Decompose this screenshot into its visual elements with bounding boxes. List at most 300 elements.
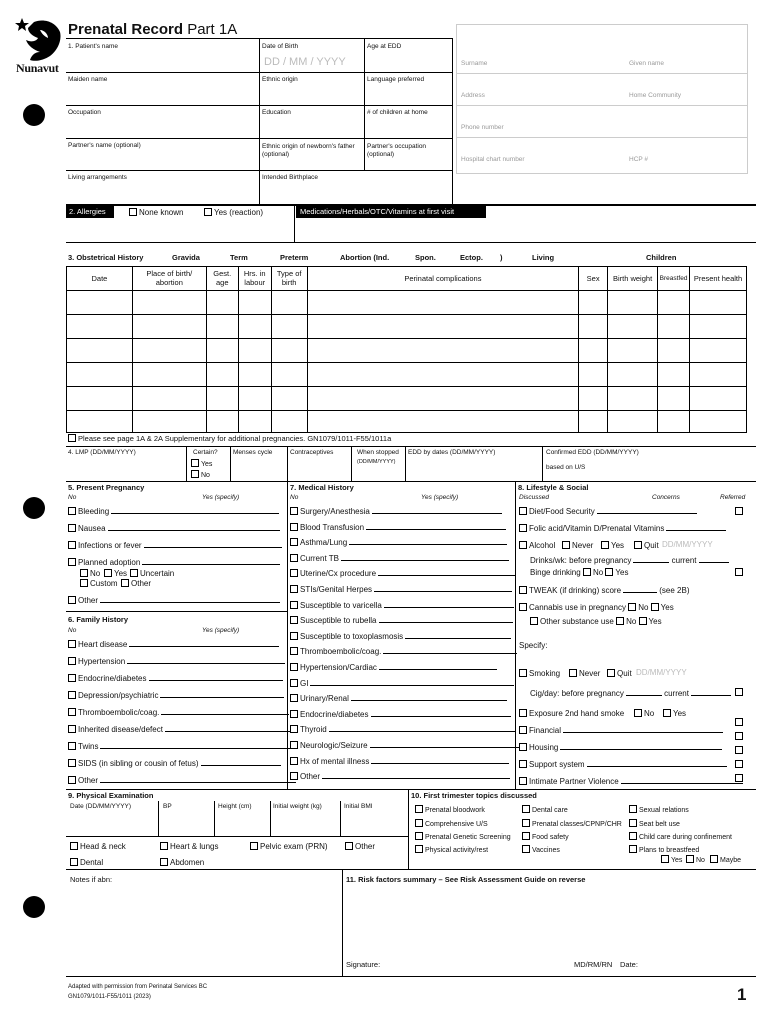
present-pregnancy-title: 5. Present Pregnancy	[68, 483, 145, 492]
mh-item[interactable]	[290, 507, 502, 516]
mh-item[interactable]	[290, 616, 513, 625]
checkbox[interactable]	[129, 208, 137, 216]
footer-form-number: GN1079/1011-F55/1011 (2023)	[68, 994, 151, 1000]
checkbox[interactable]	[290, 554, 298, 562]
checkbox[interactable]	[290, 757, 298, 765]
allergy-yes-reaction[interactable]: Yes (reaction)	[204, 208, 263, 217]
checkbox[interactable]	[519, 603, 527, 611]
checkbox[interactable]	[290, 523, 298, 531]
checkbox[interactable]	[415, 805, 423, 813]
topic-item[interactable]	[629, 845, 699, 854]
col-birth-weight: Birth weight	[608, 267, 658, 291]
ls-smoking[interactable]: Smoking	[519, 669, 560, 678]
checkbox[interactable]	[605, 568, 613, 576]
punch-hole	[23, 896, 45, 918]
ls-other-substance[interactable]: Other substance use No Yes	[530, 617, 662, 626]
pp-yes-header: Yes (specify)	[202, 494, 240, 501]
mh-item-label: Neurologic/Seizure	[300, 741, 368, 750]
fh-no-header: No	[68, 627, 77, 634]
mh-item-label: Urinary/Renal	[300, 694, 349, 703]
ethnic-father-label: Ethnic origin of newborn's father (optional)	[262, 143, 355, 158]
dob-placeholder[interactable]: DD / MM / YYYY	[264, 56, 346, 68]
mh-item[interactable]	[290, 663, 497, 672]
living-arrangements-label: Living arrangements	[68, 174, 127, 181]
ls-financial-referred[interactable]	[735, 732, 743, 740]
mh-item[interactable]	[290, 757, 509, 766]
topic-item[interactable]	[415, 819, 488, 828]
edd-dates-label: EDD by dates (DD/MM/YYYY)	[408, 449, 496, 456]
checkbox[interactable]	[522, 805, 530, 813]
hcp-label: HCP #	[629, 156, 649, 163]
checkbox[interactable]	[290, 679, 298, 687]
checkbox[interactable]	[290, 725, 298, 733]
col-present-health: Present health	[690, 267, 747, 291]
mh-item[interactable]	[290, 523, 506, 532]
checkbox[interactable]	[519, 760, 527, 768]
topic-label: Prenatal bloodwork	[425, 807, 485, 814]
spon-label: Spon.	[415, 253, 436, 262]
checkbox[interactable]	[661, 855, 669, 863]
pe-other[interactable]: Other	[345, 842, 375, 851]
breastfeed-maybe[interactable]: Maybe	[710, 855, 741, 864]
punch-hole	[23, 104, 45, 126]
checkbox[interactable]	[290, 663, 298, 671]
topic-item[interactable]	[522, 819, 622, 828]
topic-label: Dental care	[532, 807, 568, 814]
checkbox[interactable]	[68, 640, 76, 648]
checkbox[interactable]	[663, 709, 671, 717]
based-us-label: based on U/S	[546, 464, 586, 471]
topic-label: Comprehensive U/S	[425, 821, 488, 828]
checkbox[interactable]	[160, 858, 168, 866]
mh-item-label: Thromboembolic/coag.	[300, 647, 382, 656]
checkbox[interactable]	[629, 819, 637, 827]
checkbox[interactable]	[519, 507, 527, 515]
checkbox[interactable]	[607, 669, 615, 677]
checkbox[interactable]	[68, 708, 76, 716]
mh-item-label: Endocrine/diabetes	[300, 710, 369, 719]
nunavut-logo	[14, 16, 64, 76]
checkbox[interactable]	[68, 524, 76, 532]
checkbox[interactable]	[121, 579, 129, 587]
adopt-other[interactable]: Other	[121, 579, 151, 588]
ls-binge[interactable]: Binge drinking No Yes	[530, 568, 629, 577]
checkbox[interactable]	[70, 858, 78, 866]
ls-ipv[interactable]: Intimate Partner Violence	[519, 777, 743, 786]
physical-title: 9. Physical Examination	[68, 791, 154, 800]
checkbox[interactable]	[616, 617, 624, 625]
checkbox[interactable]	[634, 709, 642, 717]
fh-yes-header: Yes (specify)	[202, 627, 240, 634]
topic-item[interactable]	[415, 805, 485, 814]
mh-item[interactable]	[290, 538, 507, 547]
mh-no-header: No	[290, 494, 299, 501]
checkbox[interactable]	[522, 845, 530, 853]
checkbox[interactable]	[290, 694, 298, 702]
mh-item-label: Current TB	[300, 554, 339, 563]
partner-occupation-label: Partner's occupation (optional)	[367, 143, 427, 158]
checkbox[interactable]	[629, 805, 637, 813]
ls-diet-referred[interactable]	[735, 507, 743, 515]
pe-notes-label: Notes if abn:	[70, 875, 113, 884]
pe-date-label: Date (DD/MM/YYYY)	[70, 803, 132, 810]
topic-label: Child care during confinement	[639, 834, 732, 841]
mh-item[interactable]	[290, 772, 510, 781]
topic-item[interactable]	[629, 805, 689, 814]
checkbox[interactable]	[290, 772, 298, 780]
mh-item[interactable]	[290, 725, 515, 734]
topic-item[interactable]	[522, 832, 569, 841]
living-label: Living	[532, 253, 555, 262]
mh-item-label: Susceptible to varicella	[300, 601, 382, 610]
checkbox[interactable]	[68, 674, 76, 682]
fh-item[interactable]	[68, 742, 290, 751]
checkbox[interactable]	[290, 616, 298, 624]
ls-cannabis[interactable]: Cannabis use in pregnancy No Yes	[519, 603, 674, 612]
pp-no-header: No	[68, 494, 77, 501]
col-gest: Gest. age	[206, 267, 238, 291]
checkbox[interactable]	[519, 586, 527, 594]
col-sex: Sex	[579, 267, 608, 291]
table-row[interactable]	[67, 411, 747, 433]
pe-dental[interactable]: Dental	[70, 858, 103, 867]
risk-title: 11. Risk factors summary – See Risk Assessment Guide on reverse	[346, 875, 586, 884]
date-label: Date:	[620, 960, 638, 969]
mh-item-label: Thyroid	[300, 725, 327, 734]
pe-head[interactable]: Head & neck	[70, 842, 126, 851]
checkbox[interactable]	[522, 832, 530, 840]
mh-yes-header: Yes (specify)	[421, 494, 459, 501]
term-label: Term	[230, 253, 248, 262]
contraceptives-label: Contraceptives	[290, 449, 334, 456]
checkbox[interactable]	[68, 558, 76, 566]
certain-yes[interactable]: Yes	[191, 459, 212, 468]
mh-item[interactable]	[290, 647, 517, 656]
mh-item[interactable]	[290, 741, 522, 750]
menses-label: Menses cycle	[233, 449, 273, 456]
checkbox[interactable]	[290, 647, 298, 655]
ls-smoking-quit[interactable]: Quit	[607, 669, 632, 678]
medical-history-title: 7. Medical History	[290, 483, 354, 492]
ls-alcohol-yes[interactable]: Yes	[601, 541, 624, 550]
checkbox[interactable]	[191, 459, 199, 467]
checkbox[interactable]	[569, 669, 577, 677]
partner-name-label: Partner's name (optional)	[68, 142, 141, 149]
fh-item[interactable]	[68, 674, 283, 683]
checkbox[interactable]	[629, 832, 637, 840]
ls-financial[interactable]: Financial	[519, 726, 723, 735]
ls-smoking-referred[interactable]	[735, 688, 743, 696]
mh-item[interactable]	[290, 569, 516, 578]
pp-planned-adoption[interactable]: Planned adoption	[68, 558, 280, 567]
maiden-name-label: Maiden name	[68, 76, 108, 83]
mh-item-label: Asthma/Lung	[300, 538, 348, 547]
pe-bmi-label: Initial BMI	[344, 803, 373, 810]
table-row[interactable]	[67, 291, 747, 315]
patient-id-box	[456, 24, 748, 174]
checkbox[interactable]	[290, 569, 298, 577]
adopt-uncertain[interactable]: Uncertain	[130, 569, 174, 578]
checkbox[interactable]	[290, 601, 298, 609]
checkbox[interactable]	[522, 819, 530, 827]
ls-concerns-header: Concerns	[652, 494, 680, 501]
checkbox[interactable]	[68, 596, 76, 604]
col-hrs: Hrs. in labour	[238, 267, 271, 291]
checkbox[interactable]	[686, 855, 694, 863]
fh-item-label: Depression/psychiatric	[78, 691, 159, 700]
ls-folic[interactable]: Folic acid/Vitamin D/Prenatal Vitamins	[519, 524, 726, 533]
checkbox[interactable]	[191, 470, 199, 478]
topic-label: Prenatal Genetic Screening	[425, 834, 511, 841]
breastfeed-no[interactable]: No	[686, 855, 705, 864]
home-community-label: Home Community	[629, 92, 682, 99]
logo-text: Nunavut	[16, 61, 59, 75]
signature-label: Signature:	[346, 960, 381, 969]
topic-item[interactable]	[522, 805, 568, 814]
checkbox[interactable]	[68, 657, 76, 665]
checkbox[interactable]	[290, 710, 298, 718]
col-breastfed: Breastfed	[658, 267, 690, 291]
pp-nausea[interactable]: Nausea	[68, 524, 280, 533]
mh-item-label: Hypertension/Cardiac	[300, 663, 377, 672]
col-place: Place of birth/ abortion	[132, 267, 206, 291]
checkbox[interactable]	[68, 507, 76, 515]
mh-item[interactable]	[290, 679, 514, 688]
surname-label: Surname	[461, 60, 488, 67]
ls-exposure[interactable]: Exposure 2nd hand smoke	[519, 709, 624, 718]
checkbox[interactable]	[80, 579, 88, 587]
ls-alcohol-never[interactable]: Never	[562, 541, 593, 550]
checkbox[interactable]	[68, 725, 76, 733]
ls-specify: Specify:	[519, 641, 548, 650]
mh-item[interactable]	[290, 585, 512, 594]
checkbox[interactable]	[639, 617, 647, 625]
fh-item-label: SIDS (in sibling or cousin of fetus)	[78, 759, 199, 768]
topic-label: Vaccines	[532, 847, 560, 854]
mh-item[interactable]	[290, 710, 511, 719]
pp-bleeding[interactable]: Bleeding	[68, 507, 279, 516]
ls-exposure-yes[interactable]: Yes	[663, 709, 686, 718]
checkbox[interactable]	[250, 842, 258, 850]
fh-item[interactable]	[68, 725, 291, 734]
fh-item[interactable]	[68, 657, 285, 666]
lmp-label: 4. LMP (DD/MM/YYYY)	[68, 449, 136, 456]
checkbox[interactable]	[519, 709, 527, 717]
pe-height-label: Height (cm)	[218, 803, 252, 810]
mh-item[interactable]	[290, 554, 509, 563]
pp-other[interactable]: Other	[68, 596, 280, 605]
ethnic-origin-label: Ethnic origin	[262, 76, 298, 83]
supplementary-note[interactable]: Please see page 1A & 2A Supplementary for additional pregnancies. GN1079/1011-F55/1011a	[68, 434, 391, 443]
fh-item-label: Thromboembolic/coag.	[78, 708, 160, 717]
checkbox[interactable]	[628, 603, 636, 611]
ls-alcohol-quit[interactable]: Quit	[634, 541, 659, 550]
ls-exposure-no[interactable]: No	[634, 709, 654, 718]
col-type: Type of birth	[271, 267, 307, 291]
topic-label: Plans to breastfeed	[639, 847, 700, 854]
checkbox[interactable]	[104, 569, 112, 577]
checkbox[interactable]	[345, 842, 353, 850]
fh-item-label: Inherited disease/defect	[78, 725, 163, 734]
checkbox[interactable]	[530, 617, 538, 625]
pp-infections[interactable]: Infections or fever	[68, 541, 282, 550]
checkbox[interactable]	[290, 632, 298, 640]
topic-label: Food safety	[532, 834, 569, 841]
mh-item[interactable]	[290, 601, 514, 610]
checkbox[interactable]	[710, 855, 718, 863]
fh-item[interactable]	[68, 708, 289, 717]
topic-item[interactable]	[522, 845, 560, 854]
checkbox[interactable]	[415, 819, 423, 827]
mh-item[interactable]	[290, 694, 507, 703]
pe-abdomen[interactable]: Abdomen	[160, 858, 204, 867]
adopt-custom[interactable]: Custom	[80, 579, 118, 588]
abortion-label: Abortion (Ind.	[340, 253, 390, 262]
checkbox[interactable]	[519, 541, 527, 549]
topic-item[interactable]	[415, 832, 511, 841]
table-row[interactable]	[67, 339, 747, 363]
allergies-label-box: 2. Allergies	[66, 206, 114, 218]
mh-item-label: Blood Transfusion	[300, 523, 365, 532]
occupation-label: Occupation	[68, 109, 101, 116]
ls-smoking-never[interactable]: Never	[569, 669, 600, 678]
checkbox[interactable]	[68, 541, 76, 549]
checkbox[interactable]	[290, 585, 298, 593]
adopt-yes[interactable]: Yes	[104, 569, 127, 578]
gravida-label: Gravida	[172, 253, 200, 262]
checkbox[interactable]	[290, 507, 298, 515]
topic-label: Prenatal classes/CPNP/CHR	[532, 821, 622, 828]
ls-exposure-referred[interactable]	[735, 718, 743, 726]
given-name-label: Given name	[629, 60, 665, 67]
phone-label: Phone number	[461, 124, 504, 131]
col-date: Date	[67, 267, 133, 291]
smoking-quit-date[interactable]: DD/MM/YYYY	[636, 668, 687, 677]
checkbox[interactable]	[601, 541, 609, 549]
ls-cig: Cig/day: before pregnancy current	[530, 690, 731, 698]
topic-item[interactable]	[629, 832, 732, 841]
table-row[interactable]	[67, 363, 747, 387]
adopt-no[interactable]: No	[80, 569, 100, 578]
pe-heart[interactable]: Heart & lungs	[160, 842, 218, 851]
topic-item[interactable]	[629, 819, 680, 828]
mh-item-label: GI	[300, 679, 309, 688]
ls-support[interactable]: Support system	[519, 760, 727, 769]
checkbox[interactable]	[415, 832, 423, 840]
fh-item[interactable]	[68, 776, 296, 785]
checkbox[interactable]	[415, 845, 423, 853]
pe-pelvic[interactable]: Pelvic exam (PRN)	[250, 842, 328, 851]
checkbox[interactable]	[160, 842, 168, 850]
table-row[interactable]	[67, 387, 747, 411]
fh-item[interactable]	[68, 691, 284, 700]
checkbox[interactable]	[80, 569, 88, 577]
ls-alcohol-referred[interactable]	[735, 568, 743, 576]
table-row[interactable]	[67, 315, 747, 339]
ls-referred-header: Referred	[720, 494, 746, 501]
checkbox[interactable]	[562, 541, 570, 549]
checkbox[interactable]	[68, 742, 76, 750]
education-label: Education	[262, 109, 291, 116]
checkbox[interactable]	[68, 759, 76, 767]
hospital-chart-label: Hospital chart number	[461, 156, 525, 163]
children-home-label: # of children at home	[367, 109, 428, 116]
ls-diet[interactable]: Diet/Food Security	[519, 507, 697, 516]
checkbox[interactable]	[519, 743, 527, 751]
ls-drinks: Drinks/wk: before pregnancy current	[530, 557, 729, 565]
fh-item[interactable]	[68, 640, 279, 649]
certain-label: Certain?	[193, 449, 218, 456]
ls-alcohol[interactable]: Alcohol	[519, 541, 555, 550]
mh-item-label: Hx of mental illness	[300, 757, 370, 766]
mh-item-label: Uterine/Cx procedure	[300, 569, 377, 578]
ls-housing[interactable]: Housing	[519, 743, 722, 752]
checkbox[interactable]	[68, 434, 76, 442]
address-label: Address	[461, 92, 485, 99]
ls-housing-referred[interactable]	[735, 746, 743, 754]
table-header-row	[67, 267, 747, 291]
checkbox[interactable]	[290, 741, 298, 749]
topics-title: 10. First trimester topics discussed	[411, 791, 537, 800]
when-stopped-format: (DD/MM/YYYY)	[357, 459, 396, 465]
alcohol-quit-date[interactable]: DD/MM/YYYY	[662, 540, 713, 549]
allergy-none-known[interactable]: None known	[129, 208, 183, 217]
age-edd-label: Age at EDD	[367, 43, 402, 50]
ls-support-referred[interactable]	[735, 760, 743, 768]
checkbox[interactable]	[583, 568, 591, 576]
checkbox[interactable]	[204, 208, 212, 216]
topic-label: Physical activity/rest	[425, 847, 489, 854]
children-label: Children	[646, 253, 677, 262]
fh-item-label: Heart disease	[78, 640, 128, 649]
dob-label: Date of Birth	[262, 43, 299, 50]
breastfeed-yes[interactable]: Yes	[661, 855, 682, 864]
checkbox[interactable]	[290, 538, 298, 546]
birthplace-label: Intended Birthplace	[262, 174, 319, 181]
checkbox[interactable]	[68, 776, 76, 784]
checkbox[interactable]	[519, 726, 527, 734]
checkbox[interactable]	[651, 603, 659, 611]
checkbox[interactable]	[70, 842, 78, 850]
preterm-label: Preterm	[280, 253, 309, 262]
topic-item[interactable]	[415, 845, 488, 854]
mh-item-label: STIs/Genital Herpes	[300, 585, 373, 594]
medications-label-box: Medications/Herbals/OTC/Vitamins at first visit	[296, 206, 486, 218]
checkbox[interactable]	[519, 524, 527, 532]
fh-item[interactable]	[68, 759, 281, 768]
certain-no[interactable]: No	[191, 470, 210, 479]
pe-bp-label: BP	[163, 803, 172, 810]
checkbox[interactable]	[519, 777, 527, 785]
mh-item-label: Surgery/Anesthesia	[300, 507, 370, 516]
topic-label: Seat belt use	[639, 821, 680, 828]
checkbox[interactable]	[68, 691, 76, 699]
checkbox[interactable]	[629, 845, 637, 853]
ls-tweak[interactable]: TWEAK (if drinking) score (see 2B)	[519, 586, 690, 595]
checkbox[interactable]	[519, 669, 527, 677]
col-complications: Perinatal complications	[307, 267, 578, 291]
footer-adapted: Adapted with permission from Perinatal Services BC	[68, 984, 208, 990]
checkbox[interactable]	[130, 569, 138, 577]
mh-item[interactable]	[290, 632, 511, 641]
topic-label: Sexual relations	[639, 807, 689, 814]
page-number: 1	[737, 985, 747, 1004]
checkbox[interactable]	[634, 541, 642, 549]
lifestyle-title: 8. Lifestyle & Social	[518, 483, 589, 492]
ls-ipv-referred[interactable]	[735, 774, 743, 782]
ectop-label: Ectop.	[460, 253, 483, 262]
mh-item-label: Susceptible to toxoplasmosis	[300, 632, 404, 641]
